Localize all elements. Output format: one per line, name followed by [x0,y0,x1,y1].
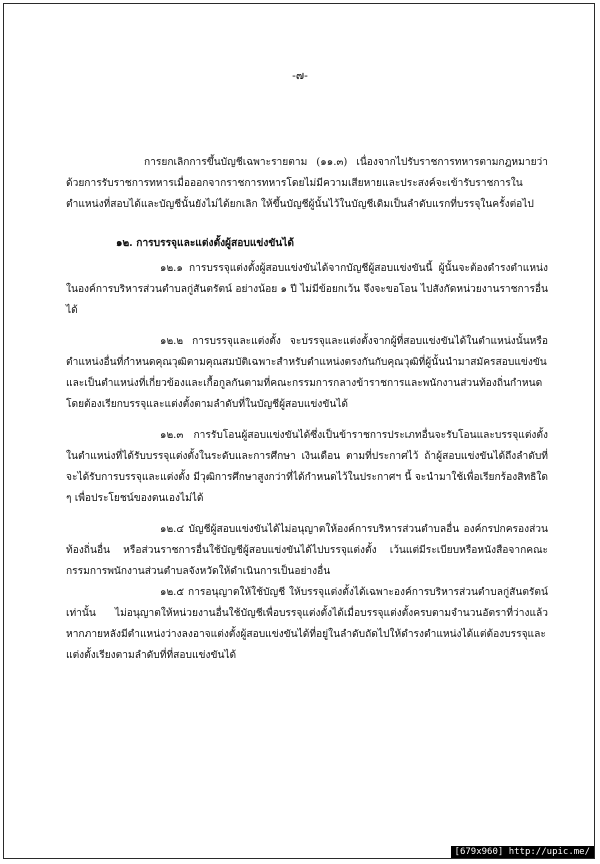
list-item: ๑๒.๑ การบรรจุแต่งตั้งผู้สอบแข่งขันได้จากบัญชีผู้สอบแข่งขันนี้ ผู้นั้นจะต้องดำรงตำแหน่งในองค์การบริหารส่วนตำบลกู่สันตรัตน์ อย่างน้อย ๑ ปี ไม่มีข้อยกเว้น จึงจะขอโอน ไปสังกัดหน่วยงานราชการอื่นได้ [66,263,548,316]
intro-paragraph: การยกเลิกการขึ้นบัญชีเฉพาะรายตาม (๑๑.๓) เนื่องจากไปรับราชการทหารตามกฎหมายว่าด้วยการรับราชการทหารเมื่อออกจากราชการทหารโดยไม่มีความเสียหายและประสงค์จะเข้ารับราชการในตำแหน่งที่สอบได้และบัญชีนั้นยังไม่ได้ยกเลิก ให้ขึ้นบัญชีผู้นั้นไว้ในบัญชีเดิมเป็นลำดับแรกที่บรรจุในครั้งต่อไป [66,157,548,210]
list-item: ๑๒.๕ การอนุญาตให้ใช้บัญชี ให้บรรจุแต่งตั้งได้เฉพาะองค์การบริหารส่วนตำบลกู่สันตรัตน์เท่านั้น ไม่อนุญาตให้หน่วยงานอื่นใช้บัญชีเพื่อบรรจุแต่งตั้งได้เมื่อบรรจุแต่งตั้งครบตามจำนวนอัตราที่ว่างแล้ว หากภายหลังมีตำแหน่งว่างลงอาจแต่งตั้งผู้สอบแข่งขันได้ที่อยู่ในลำดับถัดไปให้ดำรงตำแหน่งได้แต่ต้องบรรจุและแต่งตั้งเรียงตามลำดับที่ที่สอบแข่งขันได้ [66,587,548,661]
page-number: -๗- [292,69,308,82]
list-item: ๑๒.๓ การรับโอนผู้สอบแข่งขันได้ซึ่งเป็นข้าราชการประเภทอื่นจะรับโอนและบรรจุแต่งตั้งในตำแหน่งที่ได้รับบรรจุแต่งตั้งในระดับและการศึกษา เงินเดือน ตามที่ประกาศไว้ ถ้าผู้สอบแข่งขันได้ถึงลำดับที่จะได้รับการบรรจุและแต่งตั้ง มีวุฒิการศึกษาสูงกว่าที่ได้กำหนดไว้ในประกาศฯ นี้ จะนำมาใช้เพื่อเรียกร้องสิทธิใด ๆ เพื่อประโยชน์ของตนเองไม่ได้ [66,430,548,504]
list-item: ๑๒.๒ การบรรจุและแต่งตั้ง จะบรรจุและแต่งตั้งจากผู้ที่สอบแข่งขันได้ในตำแหน่งนั้นหรือตำแหน่งอื่นที่กำหนดคุณวุฒิตามคุณสมบัติเฉพาะสำหรับตำแหน่งตรงกันกับคุณวุฒิที่ผู้นั้นนำมาสมัครสอบแข่งขันและเป็นตำแหน่งที่เกี่ยวข้องและเกื้อกูลกันตามที่คณะกรรมการกลางข้าราชการและพนักงานส่วนท้องถิ่นกำหนดโดยต้องเรียกบรรจุและแต่งตั้งตามลำดับที่ในบัญชีผู้สอบแข่งขันได้ [66,336,548,410]
watermark: [679x960] http://upic.me/ [451,846,594,858]
list-item: ๑๒.๔ บัญชีผู้สอบแข่งขันได้ไม่อนุญาตให้องค์การบริหารส่วนตำบลอื่น องค์กรปกครองส่วนท้องถิ่นอื่น หรือส่วนราชการอื่นใช้บัญชีผู้สอบแข่งขันได้ไปบรรจุแต่งตั้ง เว้นแต่มีระเบียบหรือหนังสือจากคณะกรรมการพนักงานส่วนตำบลจังหวัดให้ดำเนินการเป็นอย่างอื่น [66,524,548,577]
section-heading: ๑๒. การบรรจุและแต่งตั้งผู้สอบแข่งขันได้ [116,237,294,249]
document-body [66,152,548,666]
